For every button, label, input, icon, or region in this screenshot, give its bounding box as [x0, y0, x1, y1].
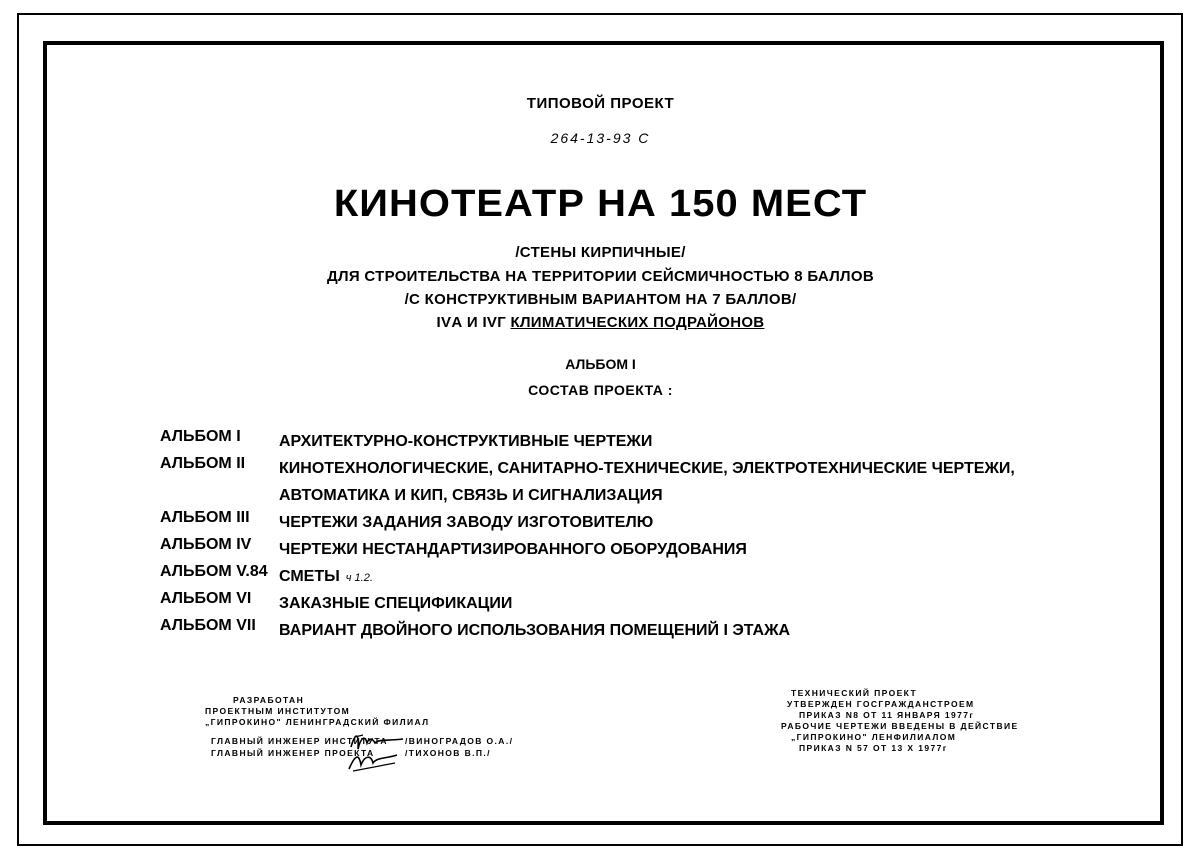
album-description-text: СМЕТЫ: [279, 568, 340, 585]
album-description-line2: АВТОМАТИКА И КИП, СВЯЗЬ И СИГНАЛИЗАЦИЯ: [279, 487, 663, 504]
approval-line: УТВЕРЖДЕН ГОСГРАЖДАНСТРОЕМ: [787, 699, 975, 709]
album-heading: АЛЬБОМ I: [565, 356, 636, 372]
approval-line: „ГИПРОКИНО" ЛЕНФИЛИАЛОМ: [791, 732, 957, 742]
subtitle-variant: /С КОНСТРУКТИВНЫМ ВАРИАНТОМ НА 7 БАЛЛОВ/: [404, 291, 797, 308]
album-number: АЛЬБОМ II: [160, 455, 246, 472]
chief-engineer-project-title: ГЛАВНЫЙ ИНЖЕНЕР ПРОЕКТА: [211, 748, 375, 758]
album-number: АЛЬБОМ IV: [160, 536, 252, 553]
approval-line: ТЕХНИЧЕСКИЙ ПРОЕКТ: [791, 688, 918, 698]
album-description: АРХИТЕКТУРНО-КОНСТРУКТИВНЫЕ ЧЕРТЕЖИ: [279, 433, 653, 450]
approval-line: ПРИКАЗ N8 ОТ 11 ЯНВАРЯ 1977г: [799, 710, 975, 720]
subtitle-climate-underlined: КЛИМАТИЧЕСКИХ ПОДРАЙОНОВ: [510, 314, 765, 331]
approval-line: РАБОЧИЕ ЧЕРТЕЖИ ВВЕДЕНЫ В ДЕЙСТВИЕ: [781, 721, 1019, 731]
doc-code: 264-13-93 С: [550, 130, 651, 146]
developer-stamp: [205, 695, 514, 768]
approval-stamp: [781, 688, 1019, 754]
chief-engineer-institute-title: ГЛАВНЫЙ ИНЖЕНЕР ИНСТИТУТА: [211, 736, 388, 746]
developer-line: РАЗРАБОТАН: [233, 695, 305, 705]
album-description: [279, 563, 1079, 592]
signature-project: [345, 749, 401, 773]
subtitle-climate-lead: IVА И IVГ: [436, 314, 511, 331]
album-description-line1: КИНОТЕХНОЛОГИЧЕСКИЕ, САНИТАРНО-ТЕХНИЧЕСКИЕ, ЭЛЕКТРОТЕХНИЧЕСКИЕ ЧЕРТЕЖИ,: [279, 460, 1015, 477]
album-number: АЛЬБОМ V.84: [160, 563, 268, 580]
album-description: [279, 455, 1079, 509]
album-number: АЛЬБОМ VI: [160, 590, 252, 607]
chief-engineer-institute-name: /ВИНОГРАДОВ О.А./: [405, 736, 514, 746]
chief-engineer-project-name: /ТИХОНОВ В.П./: [405, 748, 491, 758]
subtitle-walls: /СТЕНЫ КИРПИЧНЫЕ/: [515, 244, 686, 261]
developer-line: ПРОЕКТНЫМ ИНСТИТУТОМ: [205, 706, 351, 716]
album-number: АЛЬБОМ I: [160, 428, 241, 445]
developer-line: „ГИПРОКИНО" ЛЕНИНГРАДСКИЙ ФИЛИАЛ: [205, 717, 430, 727]
album-description: ЧЕРТЕЖИ ЗАДАНИЯ ЗАВОДУ ИЗГОТОВИТЕЛЮ: [279, 514, 654, 531]
album-description: ЧЕРТЕЖИ НЕСТАНДАРТИЗИРОВАННОГО ОБОРУДОВАНИЯ: [279, 541, 747, 558]
album-number: АЛЬБОМ III: [160, 509, 250, 526]
album-description: ЗАКАЗНЫЕ СПЕЦИФИКАЦИИ: [279, 595, 513, 612]
album-handwritten-note: ч 1.2.: [345, 572, 373, 584]
subtitle-climate: [0, 314, 1201, 331]
doc-type: ТИПОВОЙ ПРОЕКТ: [526, 95, 675, 112]
album-description: ВАРИАНТ ДВОЙНОГО ИСПОЛЬЗОВАНИЯ ПОМЕЩЕНИЙ I ЭТАЖА: [279, 622, 791, 639]
main-title: КИНОТЕАТР НА 150 МЕСТ: [333, 183, 868, 225]
album-number: АЛЬБОМ VII: [160, 617, 256, 634]
composition-heading: СОСТАВ ПРОЕКТА :: [528, 382, 673, 398]
subtitle-seismic: ДЛЯ СТРОИТЕЛЬСТВА НА ТЕРРИТОРИИ СЕЙСМИЧНОСТЬЮ 8 БАЛЛОВ: [327, 268, 874, 285]
approval-line: ПРИКАЗ N 57 ОТ 13 X 1977г: [799, 743, 948, 753]
